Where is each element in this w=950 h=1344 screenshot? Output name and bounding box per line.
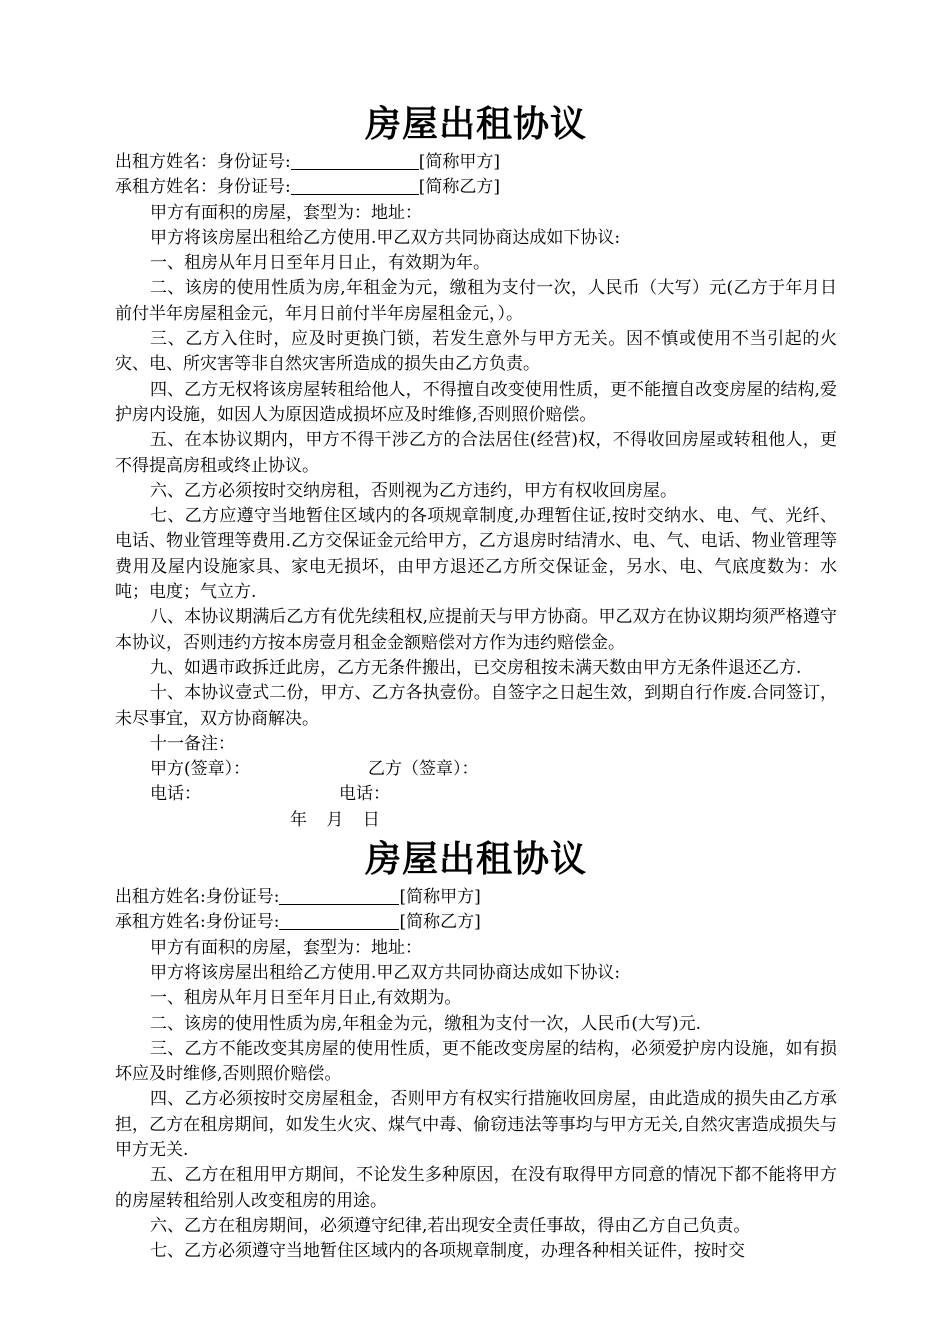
clause-paragraph: 四、乙方无权将该房屋转租给他人，不得擅自改变使用性质，更不能擅自改变房屋的结构,爱护房内设施，如因人为原因造成损坏应及时维修,否则照价赔偿。 xyxy=(115,379,837,425)
party-b-signature: 乙方（签章）： xyxy=(368,759,479,780)
lessee-abbrev: [简称乙方] xyxy=(418,177,500,198)
clause-paragraph: 六、乙方在租房期间，必须遵守纪律,若出现安全责任事故，得由乙方自己负责。 xyxy=(150,1215,751,1236)
lessor-label: 出租方姓名：身份证号: xyxy=(115,152,291,172)
lessor-line xyxy=(115,885,837,910)
clause-paragraph: 九、如遇市政拆迁此房，乙方无条件搬出，已交房租按未满天数由甲方无条件退还乙方. xyxy=(150,657,802,678)
lessee-line xyxy=(115,175,837,200)
clause-paragraph: 三、乙方入住时，应及时更换门锁，若发生意外与甲方无关。因不慎或使用不当引起的火灾、电、所灾害等非自然灾害所造成的损失由乙方负责。 xyxy=(115,329,837,375)
lessor-abbrev: [简称甲方] xyxy=(399,887,481,908)
clause-paragraph: 六、乙方必须按时交纳房租，否则视为乙方违约，甲方有权收回房屋。 xyxy=(150,480,677,501)
lessee-line xyxy=(115,910,837,935)
clause-paragraph: 一、租房从年月日至年月日止，有效期为年。 xyxy=(150,253,490,274)
clause-paragraph: 十、本协议壹式二份，甲方、乙方各执壹份。自签字之日起生效，到期自行作废.合同签订，未尽事宜，双方协商解决。 xyxy=(115,683,837,729)
clause-paragraph: 一、租房从年月日至年月日止,有效期为。 xyxy=(150,988,462,1009)
remarks-line: 十一备注： xyxy=(150,733,235,754)
clause-paragraph: 四、乙方必须按时交房屋租金，否则甲方有权实行措施收回房屋，由此造成的损失由乙方承担，乙方在租房期间，如发生火灾、煤气中毒、偷窃违法等事均与甲方无关,自然灾害造成损失与甲方无关. xyxy=(115,1089,837,1160)
clause-paragraph: 甲方将该房屋出租给乙方使用.甲乙双方共同协商达成如下协议: xyxy=(150,962,621,983)
date-row xyxy=(115,808,837,833)
clause-paragraph: 五、乙方在租用甲方期间，不论发生多种原因，在没有取得甲方同意的情况下都不能将甲方的房屋转租给别人改变租房的用途。 xyxy=(115,1165,837,1211)
clause-paragraph: 三、乙方不能改变其房屋的使用性质，更不能改变房屋的结构，必须爱护房内设施，如有损坏应及时维修,否则照价赔偿。 xyxy=(115,1038,837,1085)
clause-paragraph: 八、本协议期满后乙方有优先续租权,应提前天与甲方协商。甲乙双方在协议期均须严格遵守本协议，否则违约方按本房壹月租金金额赔偿对方作为违约赔偿金。 xyxy=(115,607,837,653)
lessor-abbrev: [简称甲方] xyxy=(418,152,500,172)
lessor-label: 出租方姓名:身份证号: xyxy=(115,887,280,908)
lessee-id-blank xyxy=(291,176,419,195)
sign-date: 年 月 日 xyxy=(290,809,380,830)
agreement-title: 房屋出租协议 xyxy=(364,103,587,145)
clause-paragraph: 甲方有面积的房屋，套型为：地址： xyxy=(150,937,422,958)
lessee-abbrev: [简称乙方] xyxy=(399,912,481,933)
phone-row xyxy=(115,782,837,807)
agreement-title: 房屋出租协议 xyxy=(364,838,587,881)
clause-paragraph: 五、在本协议期内，甲方不得干涉乙方的合法居住(经营)权，不得收回房屋或转租他人，更不得提高房租或终止协议。 xyxy=(115,430,837,476)
clause-paragraph: 甲方有面积的房屋，套型为：地址： xyxy=(150,202,422,223)
party-a-signature: 甲方(签章）： xyxy=(150,759,251,780)
party-b-phone: 电话： xyxy=(339,784,390,805)
clause-paragraph: 二、该房的使用性质为房,年租金为元，缴租为支付一次，人民币（大写）元(乙方于年月日前付半年房屋租金元，年月日前付半年房屋租金元，）。 xyxy=(115,278,837,324)
lessor-id-blank xyxy=(291,151,419,170)
lessor-line xyxy=(115,150,837,175)
clause-paragraph: 甲方将该房屋出租给乙方使用.甲乙双方共同协商达成如下协议: xyxy=(150,227,621,248)
clause-paragraph: 七、乙方必须遵守当地暂住区域内的各项规章制度，办理各种相关证件，按时交 xyxy=(150,1241,745,1262)
lessee-label: 承租方姓名：身份证号: xyxy=(115,177,291,198)
party-a-phone: 电话： xyxy=(150,784,201,805)
document-page xyxy=(115,98,837,1264)
clause-paragraph: 二、该房的使用性质为房,年租金为元，缴租为支付一次，人民币(大写)元. xyxy=(150,1013,702,1034)
clause-paragraph: 七、乙方应遵守当地暂住区域内的各项规章制度,办理暂住证,按时交纳水、电、气、光纤、电话、物业管理等费用.乙方交保证金元给甲方，乙方退房时结清水、电、气、电话、物业管理等费用及屋内设施家具、家电无损坏，由甲方退还乙方所交保证金，另水、电、气底度数为：水吨；电度；气立方. xyxy=(115,506,837,603)
lessor-id-blank xyxy=(279,886,399,905)
lessee-label: 承租方姓名:身份证号: xyxy=(115,912,280,933)
signature-row xyxy=(115,757,837,782)
lessee-id-blank xyxy=(279,911,399,930)
